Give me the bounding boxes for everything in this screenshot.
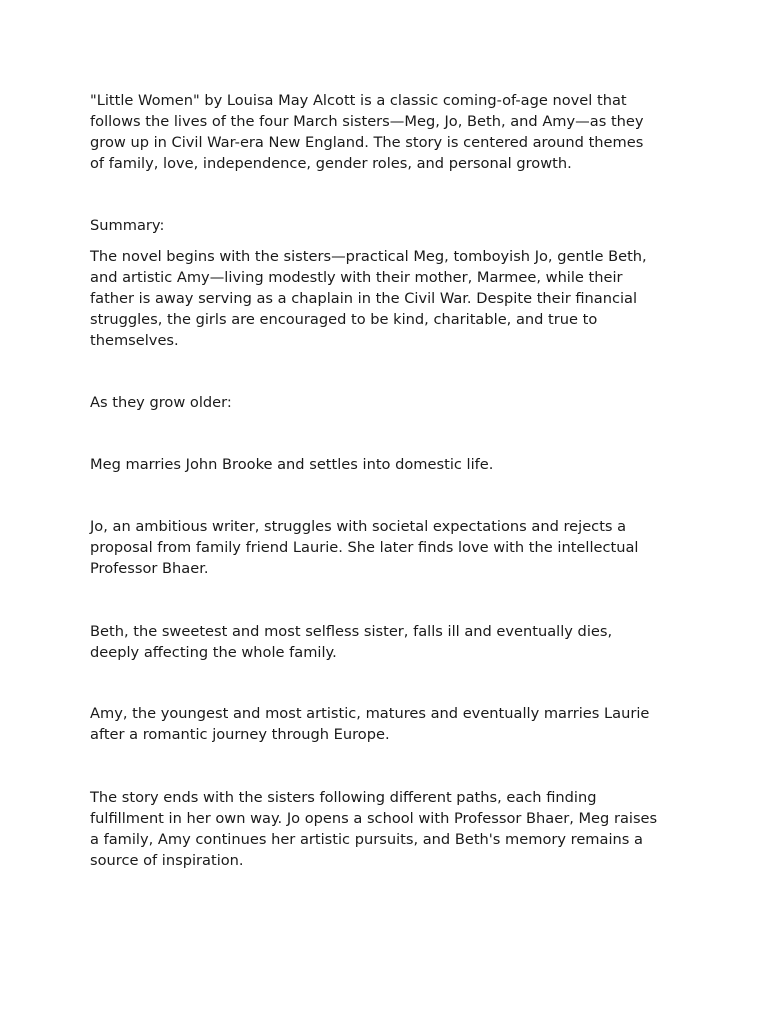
text-line: The novel begins with the sisters—practical Meg, tomboyish Jo, gentle Beth, [90, 248, 647, 265]
text-line: "Little Women" by Louisa May Alcott is a classic coming-of-age novel that [90, 92, 627, 109]
amy-paragraph [90, 704, 690, 746]
text-line: Summary: [90, 217, 165, 234]
text-line: after a romantic journey through Europe. [90, 725, 390, 743]
text-line: source of inspiration. [90, 851, 244, 869]
ending-paragraph [90, 788, 690, 872]
text-line: The story ends with the sisters following different paths, each finding [90, 789, 597, 806]
text-line: struggles, the girls are encouraged to be kind, charitable, and true to [90, 310, 598, 328]
summary-paragraph [90, 247, 690, 352]
text-line: of family, love, independence, gender roles, and personal growth. [90, 154, 572, 172]
text-line: and artistic Amy—living modestly with their mother, Marmee, while their [90, 268, 623, 286]
text-line: follows the lives of the four March sisters—Meg, Jo, Beth, and Amy—as they [90, 112, 644, 130]
grow-heading [90, 393, 690, 414]
jo-paragraph [90, 517, 690, 580]
text-line: fulfillment in her own way. Jo opens a school with Professor Bhaer, Meg raises [90, 809, 658, 827]
text-line: Amy, the youngest and most artistic, matures and eventually marries Laurie [90, 705, 650, 722]
text-line: deeply affecting the whole family. [90, 643, 337, 661]
intro-paragraph [90, 91, 690, 175]
text-line: father is away serving as a chaplain in the Civil War. Despite their financial [90, 289, 638, 307]
text-line: As they grow older: [90, 394, 232, 411]
text-line: proposal from family friend Laurie. She later finds love with the intellectual [90, 538, 639, 556]
text-line: a family, Amy continues her artistic pursuits, and Beth's memory remains a [90, 830, 643, 848]
text-line: Beth, the sweetest and most selfless sister, falls ill and eventually dies, [90, 623, 613, 640]
text-line: grow up in Civil War-era New England. The story is centered around themes [90, 133, 644, 151]
text-line: themselves. [90, 331, 179, 349]
beth-paragraph [90, 622, 690, 664]
text-line: Jo, an ambitious writer, struggles with societal expectations and rejects a [90, 518, 627, 535]
meg-paragraph [90, 455, 690, 476]
summary-heading [90, 216, 690, 237]
text-line: Professor Bhaer. [90, 559, 209, 577]
text-line: Meg marries John Brooke and settles into domestic life. [90, 456, 494, 473]
